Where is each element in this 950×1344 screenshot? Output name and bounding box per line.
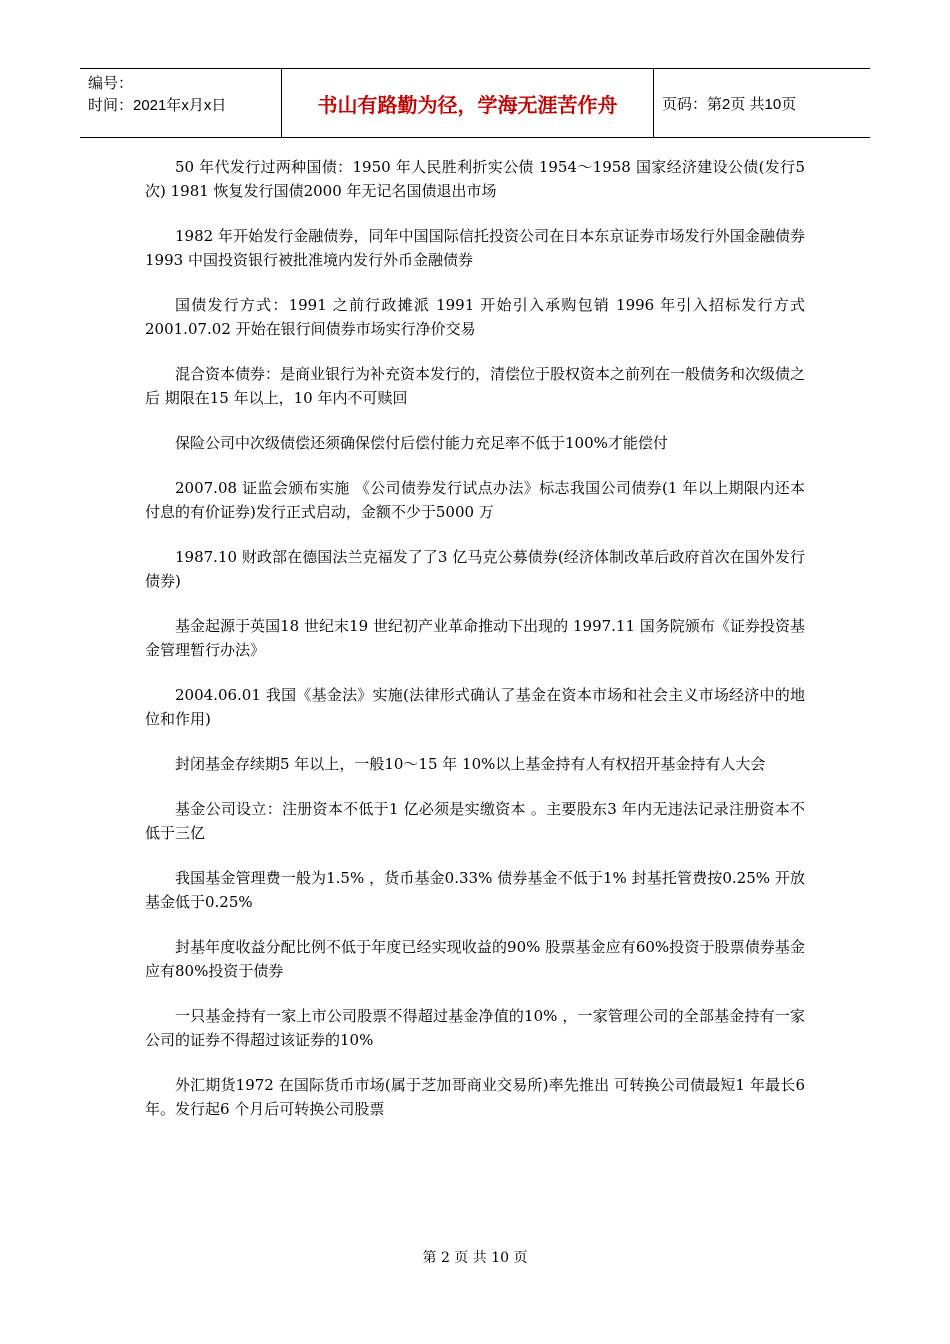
page-footer: 第 2 页 共 10 页: [422, 1250, 528, 1266]
paragraph: 外汇期货1972 在国际货币市场(属于芝加哥商业交易所)率先推出 可转换公司债最短1 年最长6 年。发行起6 个月后可转换公司股票: [145, 1076, 805, 1118]
header-motto: 书山有路勤为径，学海无涯苦作舟: [282, 69, 654, 137]
paragraph: 封基年度收益分配比例不低于年度已经实现收益的90% 股票基金应有60%投资于股票债券基金应有80%投资于债券: [145, 938, 805, 980]
date-label: 时间：2021年x月x日: [88, 97, 227, 114]
paragraph: 混合资本债券：是商业银行为补充资本发行的，清偿位于股权资本之前列在一般债务和次级债之后 期限在15 年以上，10 年内不可赎回: [145, 365, 806, 407]
paragraph: 2007.08 证监会颁布实施 《公司债券发行试点办法》标志我国公司债券(1 年以上期限内还本付息的有价证券)发行正式启动，金额不少于5000 万: [145, 479, 805, 521]
paragraph: 我国基金管理费一般为1.5% ，货币基金0.33% 债券基金不低于1% 封基托管费按0.25% 开放基金低于0.25%: [145, 869, 805, 911]
header-page-info: 页码：第2页 共10页: [662, 95, 797, 113]
paragraph: 国债发行方式：1991 之前行政摊派 1991 开始引入承购包销 1996 年引入招标发行方式 2001.07.02 开始在银行间债券市场实行净价交易: [145, 296, 805, 338]
paragraph: 50 年代发行过两种国债：1950 年人民胜利折实公债 1954～1958 国家经济建设公债(发行5 次) 1981 恢复发行国债2000 年无记名国债退出市场: [145, 158, 805, 200]
paragraph: 1982 年开始发行金融债券，同年中国国际信托投资公司在日本东京证券市场发行外国金融债券 1993 中国投资银行被批准境内发行外币金融债券: [145, 227, 805, 269]
paragraph: 基金起源于英国18 世纪末19 世纪初产业革命推动下出现的 1997.11 国务院颁布《证券投资基金管理暂行办法》: [145, 617, 805, 659]
header-meta: [80, 69, 282, 137]
paragraph: 基金公司设立：注册资本不低于1 亿必须是实缴资本 。主要股东3 年内无违法记录注册资本不低于三亿: [145, 800, 805, 842]
paragraph: 一只基金持有一家上市公司股票不得超过基金净值的10% ，一家管理公司的全部基金持有一家公司的证券不得超过该证券的10%: [145, 1007, 805, 1049]
paragraph: 封闭基金存续期5 年以上，一般10～15 年 10%以上基金持有人有权招开基金持有人大会: [175, 755, 766, 773]
paragraph: 1987.10 财政部在德国法兰克福发了了3 亿马克公募债券(经济体制改革后政府首次在国外发行债券): [145, 548, 805, 590]
paragraph: 保险公司中次级债偿还须确保偿付后偿付能力充足率不低于100%才能偿付: [175, 434, 668, 452]
page-header: [80, 68, 870, 138]
code-label: 编号：: [88, 75, 134, 92]
document-body: [145, 155, 805, 1142]
paragraph: 2004.06.01 我国《基金法》实施(法律形式确认了基金在资本市场和社会主义市场经济中的地位和作用): [145, 686, 805, 728]
